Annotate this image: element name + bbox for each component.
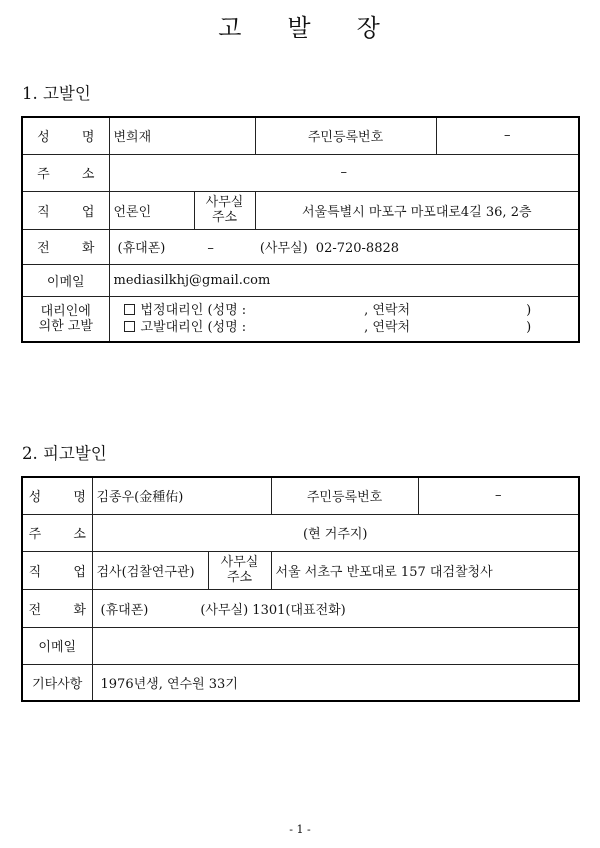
address-label: 주 소: [22, 154, 109, 191]
address-label: 주 소: [22, 514, 92, 551]
title-char: 장: [356, 14, 382, 42]
title-char: 발: [287, 14, 313, 42]
office-address-label: 사무실 주소: [194, 191, 255, 229]
rrn-value: –: [436, 117, 579, 154]
checkbox-legal-agent[interactable]: [124, 304, 135, 315]
email-value: [92, 627, 579, 664]
phone-value: [109, 229, 579, 264]
rrn-label: 주민등록번호: [255, 117, 436, 154]
office-address-value: 서울특별시 마포구 마포대로4길 36, 2층: [255, 191, 579, 229]
agent-label: 대리인에 의한 고발: [22, 296, 109, 342]
rrn-value: –: [418, 477, 579, 514]
office-address-value: 서울 서초구 반포대로 157 대검찰청사: [271, 551, 579, 589]
job-label: 직 업: [22, 551, 92, 589]
mobile-label: (휴대폰): [117, 241, 166, 256]
address-value: (현 거주지): [92, 514, 579, 551]
agent-row-accusation: 고발대리인 (성명 : , 연락처 ): [124, 319, 575, 336]
name-label: 성 명: [22, 477, 92, 514]
title-char: 고: [218, 14, 244, 42]
section-heading-complainant: 1. 고발인: [22, 84, 91, 103]
name-value: 김종우(金種佑): [92, 477, 271, 514]
phone-value: [92, 589, 579, 627]
phone-label: 전 화: [22, 229, 109, 264]
job-label: 직 업: [22, 191, 109, 229]
job-value: 검사(검찰연구관): [92, 551, 208, 589]
mobile-label: (휴대폰): [100, 602, 149, 618]
job-value: 언론인: [109, 191, 194, 229]
phone-label: 전 화: [22, 589, 92, 627]
email-label: 이메일: [22, 627, 92, 664]
page-number: - 1 -: [289, 823, 311, 836]
rrn-label: 주민등록번호: [271, 477, 418, 514]
document-title: [0, 8, 600, 43]
etc-value: 1976년생, 연수원 33기: [92, 664, 579, 701]
etc-label: 기타사항: [22, 664, 92, 701]
name-label: 성 명: [22, 117, 109, 154]
office-address-label: 사무실 주소: [208, 551, 271, 589]
section-heading-accused: 2. 피고발인: [22, 444, 107, 463]
complainant-table: [21, 116, 580, 343]
agent-value: [109, 296, 579, 342]
email-label: 이메일: [22, 264, 109, 296]
office-phone-label: (사무실): [200, 602, 249, 618]
office-phone-value: 02-720-8828: [315, 241, 400, 256]
accused-table: [21, 476, 580, 702]
agent-row-legal: 법정대리인 (성명 : , 연락처 ): [124, 302, 575, 319]
address-value: –: [109, 154, 579, 191]
name-value: 변희재: [109, 117, 255, 154]
office-phone-value: 1301(대표전화): [252, 602, 346, 618]
checkbox-accusation-agent[interactable]: [124, 321, 135, 332]
office-phone-label: (사무실): [259, 241, 308, 256]
mobile-value: –: [207, 241, 214, 256]
email-value: mediasilkhj@gmail.com: [109, 264, 579, 296]
